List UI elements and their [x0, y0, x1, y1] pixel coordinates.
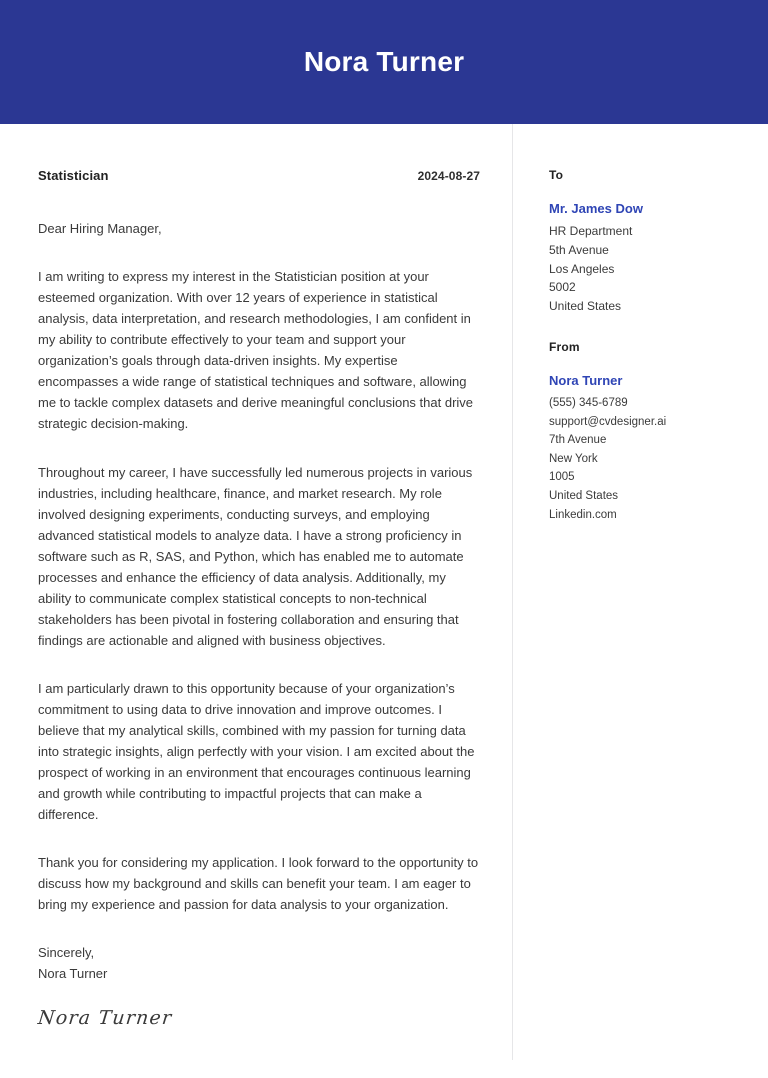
recipient-line: 5002	[549, 280, 576, 295]
closing-word: Sincerely,	[38, 945, 95, 961]
sender-line: 1005	[549, 471, 575, 484]
letter-date: 2024-08-27	[417, 169, 480, 183]
salutation: Dear Hiring Manager,	[38, 221, 162, 236]
header-banner	[0, 0, 768, 124]
letter-paragraph: I am particularly drawn to this opportunity because of your organization’s commitment to using data to drive innovation and improve outcomes. I believe that my analytical skills, combined with my passion for turning data into strategic insights, align perfectly with your vision. I am excited about the prospect of working in an environment that encourages continuous learning and growth while contributing to impactful projects that can make a difference.	[38, 680, 475, 823]
recipient-line: Los Angeles	[549, 261, 615, 276]
sender-name: Nora Turner	[549, 372, 623, 388]
letter-column	[0, 124, 512, 1029]
sender-line: United States	[549, 490, 619, 502]
sidebar-column	[513, 124, 768, 524]
closing-name: Nora Turner	[38, 966, 108, 982]
sender-email: support@cvdesigner.ai	[549, 415, 667, 428]
recipient-block	[549, 168, 748, 316]
recipient-line: 5th Avenue	[549, 242, 609, 257]
sender-block	[549, 340, 748, 525]
recipient-heading: To	[549, 168, 564, 182]
job-title: Statistician	[38, 168, 109, 183]
signature: Nora Turner	[36, 1006, 174, 1029]
sender-line: New York	[549, 452, 598, 465]
document-body	[0, 124, 768, 1060]
candidate-name-title: Nora Turner	[303, 46, 465, 77]
letter-paragraph: Throughout my career, I have successfully led numerous projects in various industries, including healthcare, finance, and market research. My role involved designing experiments, conducting surveys, and employing advanced statistical models to analyze data. I have a strong proficiency in software such as R, SAS, and Python, which has enabled me to automate processes and enhance the efficiency of data analysis. Additionally, my ability to communicate complex statistical concepts to non-technical stakeholders has been pivotal in fostering collaboration and ensuring that findings are actionable and aligned with business objectives.	[38, 464, 473, 648]
sender-website: Linkedin.com	[549, 508, 617, 521]
sender-line: 7th Avenue	[549, 434, 607, 447]
sender-heading: From	[549, 339, 580, 354]
letter-paragraph: I am writing to express my interest in the Statistician position at your esteemed organization. With over 12 years of experience in statistical analysis, data interpretation, and research methodologies, I am confident in my ability to contribute effectively to your team and support your organization’s goals through data-driven insights. My expertise encompasses a wide range of statistical techniques and software, allowing me to tackle complex datasets and derive meaningful conclusions that drive strategic decision-making.	[38, 269, 474, 432]
sender-phone: (555) 345-6789	[549, 396, 628, 409]
closing-block	[38, 942, 480, 984]
recipient-name: Mr. James Dow	[549, 201, 643, 216]
letter-meta-row	[38, 168, 480, 183]
recipient-line: United States	[549, 299, 622, 314]
letter-paragraph: Thank you for considering my application. I look forward to the opportunity to discuss how my background and skills can benefit your team. I am eager to bring my experience and passion for data analysis to your organization.	[38, 855, 479, 913]
recipient-line: HR Department	[549, 224, 633, 239]
